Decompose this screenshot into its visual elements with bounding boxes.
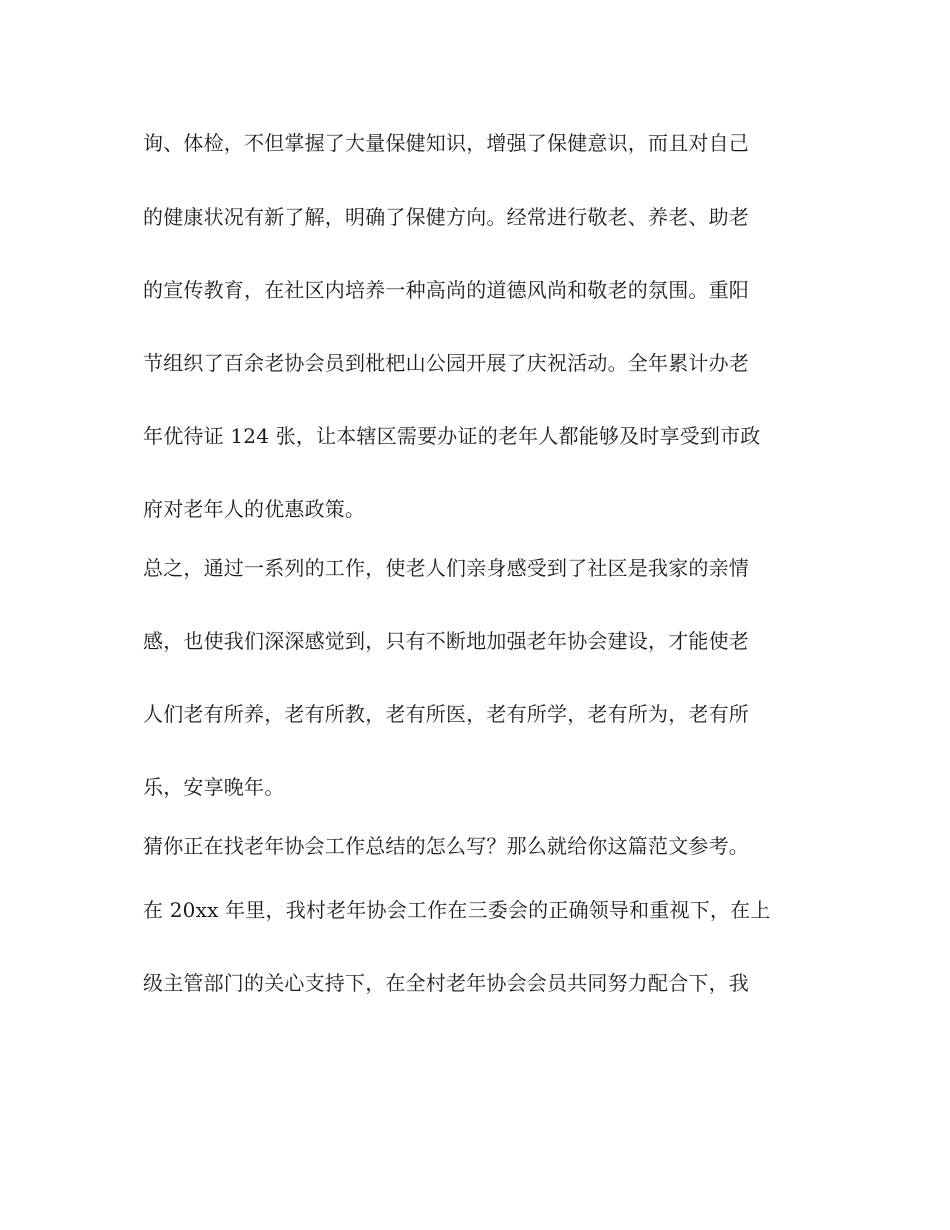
text-line: 总之，通过一系列的工作，使老人们亲身感受到了社区是我家的亲情 (143, 556, 749, 580)
text-line: 年优待证 124 张，让本辖区需要办证的老年人都能够及时享受到市政 (143, 424, 761, 448)
text-line: 府对老年人的优惠政策。 (143, 497, 366, 521)
text-line: 节组织了百余老协会员到枇杷山公园开展了庆祝活动。全年累计办老 (143, 351, 749, 375)
text-line: 的健康状况有新了解，明确了保健方向。经常进行敬老、养老、助老 (143, 205, 749, 229)
text-line: 乐，安享晚年。 (143, 775, 285, 799)
text-line: 询、体检，不但掌握了大量保健知识，增强了保健意识，而且对自己 (143, 131, 749, 155)
text-line: 人们老有所养，老有所教，老有所医，老有所学，老有所为，老有所 (143, 702, 749, 726)
text-line: 感，也使我们深深感觉到，只有不断地加强老年协会建设，才能使老 (143, 629, 749, 653)
text-line: 的宣传教育，在社区内培养一种高尚的道德风尚和敬老的氛围。重阳 (143, 278, 749, 302)
text-line: 级主管部门的关心支持下，在全村老年协会会员共同努力配合下，我 (143, 971, 749, 995)
text-line: 猜你正在找老年协会工作总结的怎么写？那么就给你这篇范文参考。 (143, 834, 749, 858)
text-line: 在 20xx 年里，我村老年协会工作在三委会的正确领导和重视下，在上 (143, 898, 771, 922)
